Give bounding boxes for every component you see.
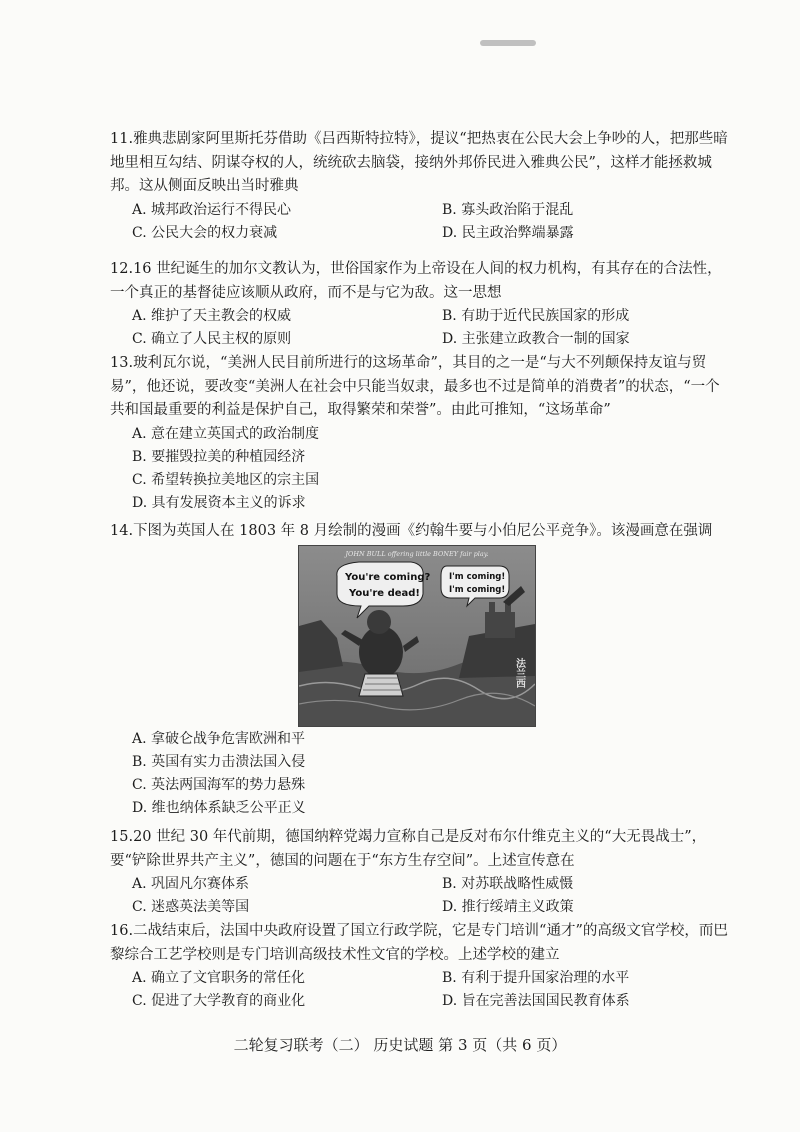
question-15 [110, 826, 730, 919]
options [110, 199, 730, 245]
option-d[interactable]: D. 具有发展资本主义的诉求 [132, 494, 306, 511]
question-14-options [110, 728, 730, 820]
bubble-left-line1: You're coming? [345, 572, 431, 583]
option-c[interactable]: C. 促进了大学教育的商业化 [132, 993, 306, 1009]
options [110, 873, 730, 919]
option-c[interactable]: C. 英法两国海军的势力悬殊 [132, 777, 306, 793]
fort-label: 法兰西 [513, 658, 525, 688]
options [110, 305, 730, 351]
option-c[interactable]: C. 公民大会的权力衰减 [132, 224, 278, 241]
option-d[interactable]: D. 主张建立政教合一制的国家 [442, 331, 630, 347]
question-stem: 下图为英国人在 1803 年 8 月绘制的漫画《约翰牛要与小伯尼公平竞争》。该漫画意在强调 [133, 523, 713, 539]
question-14 [110, 520, 730, 544]
question-number: 13. [110, 355, 134, 371]
option-b[interactable]: B. 英国有实力击溃法国入侵 [132, 754, 306, 770]
question-number: 11. [110, 131, 134, 147]
question-12 [110, 258, 730, 351]
options [110, 967, 730, 1013]
option-c[interactable]: C. 希望转换拉美地区的宗主国 [132, 471, 320, 488]
question-stem: 雅典悲剧家阿里斯托芬借助《吕西斯特拉特》，提议“把热衷在公民大会上争吵的人，把那些暗地里相互勾结、阴谋夺权的人，统统砍去脑袋，接纳外邦侨民进入雅典公民”，这样才能拯救城邦。这从侧面反映出当时雅典 [110, 131, 728, 194]
option-a[interactable]: A. 巩固凡尔赛体系 [132, 876, 250, 892]
question-16 [110, 920, 730, 1013]
bubble-right-line1: I'm coming! [449, 572, 506, 582]
option-b[interactable]: B. 有利于提升国家治理的水平 [442, 970, 630, 986]
option-b[interactable]: B. 对苏联战略性威慑 [442, 876, 574, 892]
option-b[interactable]: B. 要摧毁拉美的种植园经济 [132, 448, 306, 465]
option-a[interactable]: A. 拿破仑战争危害欧洲和平 [132, 731, 306, 747]
page-footer: 二轮复习联考（二） 历史试题 第 3 页（共 6 页） [233, 1036, 567, 1054]
header-smudge [480, 40, 536, 46]
option-a[interactable]: A. 确立了文官职务的常任化 [132, 970, 306, 986]
option-d[interactable]: D. 推行绥靖主义政策 [442, 899, 574, 915]
cartoon-caption: JOHN BULL offering little BONEY fair play. [345, 550, 489, 558]
option-b[interactable]: B. 寡头政治陷于混乱 [442, 201, 574, 218]
bubble-left-line2: You're dead! [349, 588, 420, 599]
option-a[interactable]: A. 城邦政治运行不得民心 [132, 201, 292, 218]
question-stem: 玻利瓦尔说，“美洲人民目前所进行的这场革命”，其目的之一是“与大不列颠保持友谊与贸易”，他还说，要改变“美洲人在社会中只能当奴隶，最多也不过是简单的消费者”的状态，“一个共和国最重要的利益是保护自己，取得繁荣和荣誉”。由此可推知，“这场革命” [110, 355, 720, 418]
option-d[interactable]: D. 维也纳体系缺乏公平正义 [132, 800, 306, 816]
option-a[interactable]: A. 意在建立英国式的政治制度 [132, 425, 320, 442]
option-c[interactable]: C. 迷惑英法美等国 [132, 899, 250, 915]
option-d[interactable]: D. 旨在完善法国国民教育体系 [442, 993, 630, 1009]
option-c[interactable]: C. 确立了人民主权的原则 [132, 331, 292, 347]
question-11 [110, 128, 730, 245]
question-13 [110, 352, 730, 515]
question-number: 15. [110, 829, 134, 845]
options [110, 423, 730, 515]
bubble-right-line2: I'm coming! [449, 585, 506, 595]
question-number: 14. [110, 523, 134, 539]
question-stem: 二战结束后，法国中央政府设置了国立行政学院，它是专门培训“通才”的高级文官学校，而巴黎综合工艺学校则是专门培训高级技术性文官的学校。上述学校的建立 [110, 923, 728, 963]
question-stem: 16 世纪诞生的加尔文教认为，世俗国家作为上帝设在人间的权力机构，有其存在的合法性，一个真正的基督徒应该顺从政府，而不是与它为敌。这一思想 [110, 261, 722, 301]
option-b[interactable]: B. 有助于近代民族国家的形成 [442, 308, 630, 324]
option-a[interactable]: A. 维护了天主教会的权威 [132, 308, 292, 324]
question-number: 16. [110, 923, 134, 939]
options [110, 728, 730, 820]
question-stem: 20 世纪 30 年代前期，德国纳粹党竭力宣称自己是反对布尔什维克主义的“大无畏战士”，要“铲除世界共产主义”，德国的问题在于“东方生存空间”。上述宣传意在 [110, 829, 707, 869]
question-number: 12. [110, 261, 134, 277]
cartoon-image [298, 545, 536, 727]
option-d[interactable]: D. 民主政治弊端暴露 [442, 224, 574, 241]
